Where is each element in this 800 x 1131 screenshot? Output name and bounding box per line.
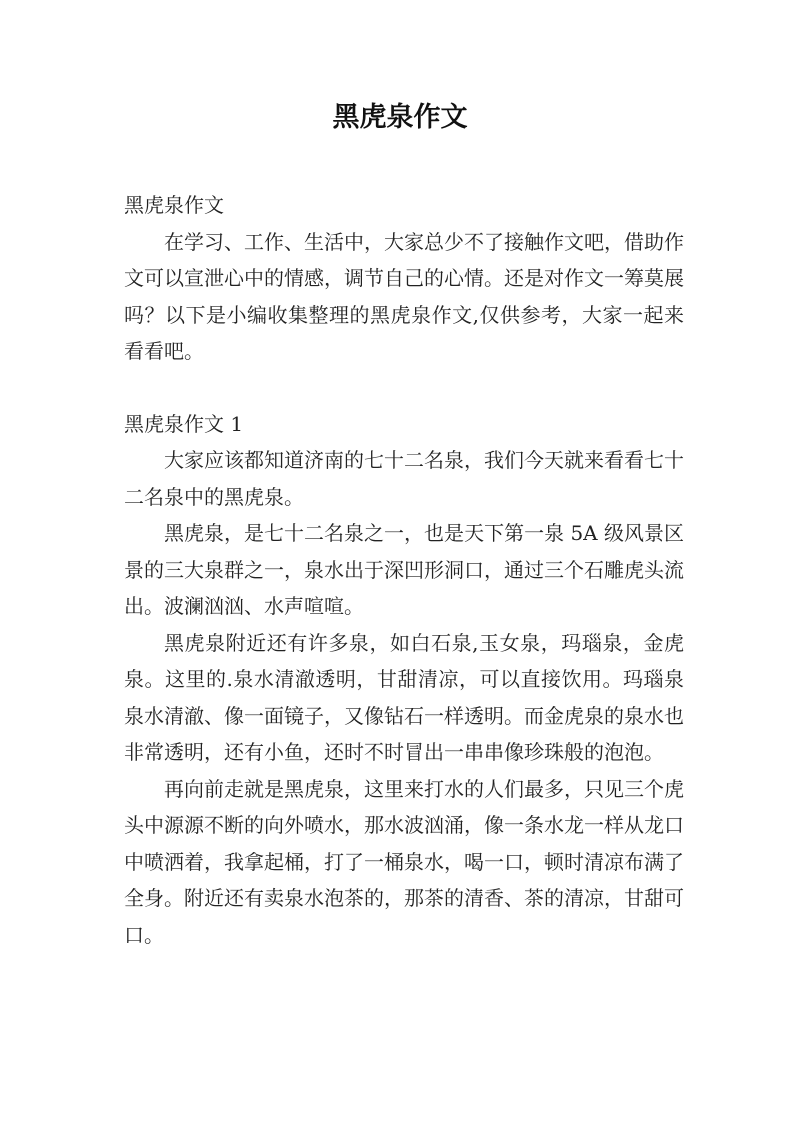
body-paragraph-4: 再向前走就是黑虎泉，这里来打水的人们最多，只见三个虎头中源源不断的向外喷水，那水波汹涌，像一条水龙一样从龙口中喷洒着，我拿起桶，打了一桶泉水，喝一口，顿时清凉布满了全身。附近还有卖泉水泡茶的，那茶的清香、茶的清凉，甘甜可口。 (124, 776, 684, 947)
body-paragraph-2: 黑虎泉，是七十二名泉之一，也是天下第一泉 5A 级风景区景的三大泉群之一，泉水出于深凹形洞口，通过三个石雕虎头流出。波澜汹汹、水声喧喧。 (124, 521, 684, 618)
intro-paragraph: 在学习、工作、生活中，大家总少不了接触作文吧，借助作文可以宣泄心中的情感，调节自己的心情。还是对作文一筹莫展吗？以下是小编收集整理的黑虎泉作文,仅供参考，大家一起来看看吧。 (124, 229, 684, 363)
body-paragraph-1: 大家应该都知道济南的七十二名泉，我们今天就来看看七十二名泉中的黑虎泉。 (124, 448, 684, 509)
document-title: 黑虎泉作文 (332, 102, 468, 133)
intro-heading: 黑虎泉作文 (124, 193, 224, 217)
section-heading: 黑虎泉作文 1 (124, 411, 244, 436)
document-body (124, 187, 684, 953)
body-paragraph-3: 黑虎泉附近还有许多泉，如白石泉,玉女泉，玛瑙泉，金虎泉。这里的.泉水清澈透明，甘甜清凉，可以直接饮用。玛瑙泉泉水清澈、像一面镜子，又像钻石一样透明。而金虎泉的泉水也非常透明，还有小鱼，还时不时冒出一串串像珍珠般的泡泡。 (124, 630, 684, 764)
section-spacer (124, 370, 684, 406)
